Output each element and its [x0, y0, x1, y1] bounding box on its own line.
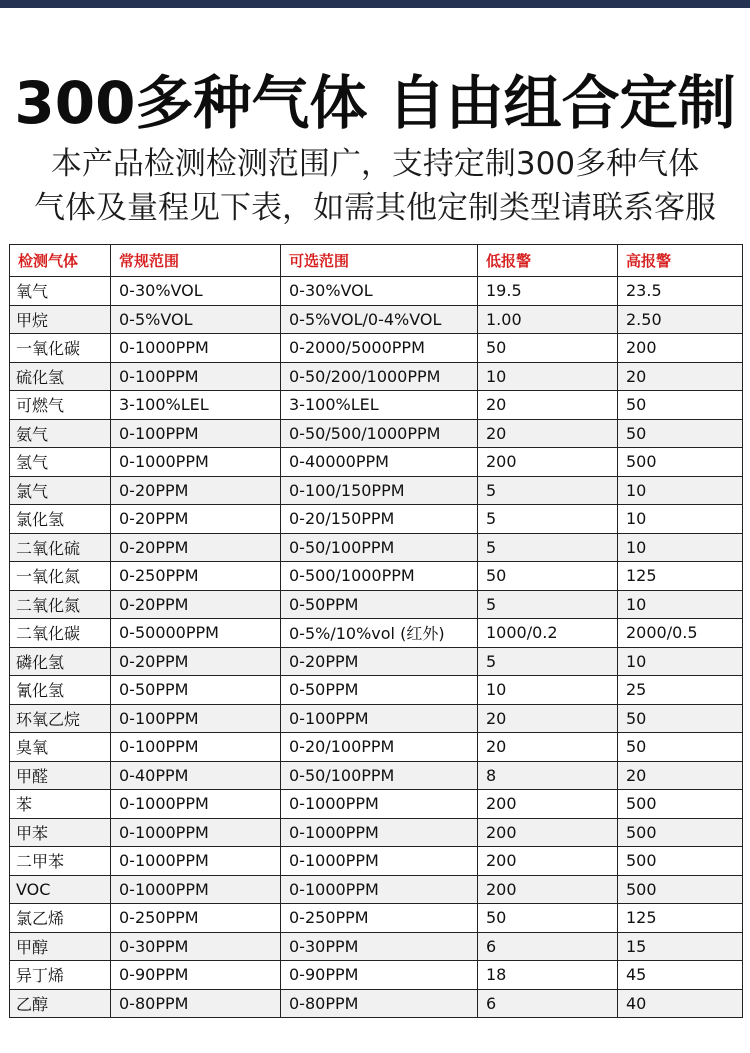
cell-gas: 二氧化碳 — [10, 619, 111, 648]
cell-optional-range: 0-50/100PPM — [281, 533, 478, 562]
cell-optional-range: 0-50/200/1000PPM — [281, 362, 478, 391]
cell-high-alarm: 20 — [618, 761, 743, 790]
cell-high-alarm: 50 — [618, 733, 743, 762]
cell-standard-range: 0-1000PPM — [111, 818, 281, 847]
cell-gas: 氯化氢 — [10, 505, 111, 534]
cell-optional-range: 0-5%/10%vol (红外) — [281, 619, 478, 648]
cell-optional-range: 0-1000PPM — [281, 847, 478, 876]
header-optional-range: 可选范围 — [281, 245, 478, 277]
table-row — [10, 961, 743, 990]
table-row — [10, 505, 743, 534]
cell-high-alarm: 500 — [618, 875, 743, 904]
cell-standard-range: 0-20PPM — [111, 647, 281, 676]
table-row — [10, 277, 743, 306]
gas-range-table — [9, 244, 742, 1018]
cell-high-alarm: 20 — [618, 362, 743, 391]
cell-high-alarm: 500 — [618, 818, 743, 847]
cell-high-alarm: 50 — [618, 704, 743, 733]
cell-optional-range: 0-50/100PPM — [281, 761, 478, 790]
table-row — [10, 448, 743, 477]
cell-high-alarm: 10 — [618, 533, 743, 562]
cell-gas: 臭氧 — [10, 733, 111, 762]
table-row — [10, 533, 743, 562]
cell-standard-range: 0-50PPM — [111, 676, 281, 705]
cell-low-alarm: 200 — [478, 818, 618, 847]
cell-optional-range: 0-1000PPM — [281, 818, 478, 847]
header-standard-range: 常规范围 — [111, 245, 281, 277]
cell-standard-range: 0-1000PPM — [111, 790, 281, 819]
cell-low-alarm: 10 — [478, 362, 618, 391]
cell-low-alarm: 200 — [478, 875, 618, 904]
cell-high-alarm: 125 — [618, 562, 743, 591]
cell-standard-range: 0-30PPM — [111, 932, 281, 961]
cell-optional-range: 0-40000PPM — [281, 448, 478, 477]
cell-gas: 甲醛 — [10, 761, 111, 790]
cell-standard-range: 0-20PPM — [111, 590, 281, 619]
table-header-row — [10, 245, 743, 277]
cell-standard-range: 0-20PPM — [111, 505, 281, 534]
top-bar — [0, 0, 750, 8]
cell-low-alarm: 20 — [478, 733, 618, 762]
cell-high-alarm: 50 — [618, 391, 743, 420]
cell-standard-range: 0-1000PPM — [111, 847, 281, 876]
cell-low-alarm: 5 — [478, 533, 618, 562]
cell-optional-range: 0-5%VOL/0-4%VOL — [281, 305, 478, 334]
cell-standard-range: 0-1000PPM — [111, 334, 281, 363]
cell-low-alarm: 18 — [478, 961, 618, 990]
cell-gas: 氯气 — [10, 476, 111, 505]
cell-high-alarm: 10 — [618, 590, 743, 619]
cell-low-alarm: 20 — [478, 391, 618, 420]
table-row — [10, 790, 743, 819]
cell-optional-range: 0-50/500/1000PPM — [281, 419, 478, 448]
table-row — [10, 619, 743, 648]
cell-gas: 氯乙烯 — [10, 904, 111, 933]
cell-optional-range: 0-30%VOL — [281, 277, 478, 306]
cell-standard-range: 0-1000PPM — [111, 448, 281, 477]
cell-high-alarm: 50 — [618, 419, 743, 448]
table-row — [10, 932, 743, 961]
table-row — [10, 391, 743, 420]
cell-high-alarm: 10 — [618, 647, 743, 676]
cell-gas: 二氧化氮 — [10, 590, 111, 619]
cell-standard-range: 0-20PPM — [111, 533, 281, 562]
page-title: 300多种气体 自由组合定制 — [14, 69, 736, 137]
table-row — [10, 362, 743, 391]
cell-low-alarm: 5 — [478, 590, 618, 619]
cell-standard-range: 0-5%VOL — [111, 305, 281, 334]
cell-gas: 异丁烯 — [10, 961, 111, 990]
cell-gas: 一氧化氮 — [10, 562, 111, 591]
cell-low-alarm: 50 — [478, 562, 618, 591]
cell-optional-range: 0-20/100PPM — [281, 733, 478, 762]
cell-optional-range: 0-20/150PPM — [281, 505, 478, 534]
cell-gas: 环氧乙烷 — [10, 704, 111, 733]
cell-low-alarm: 50 — [478, 904, 618, 933]
cell-low-alarm: 200 — [478, 847, 618, 876]
table-row — [10, 989, 743, 1018]
table-row — [10, 875, 743, 904]
cell-high-alarm: 10 — [618, 505, 743, 534]
cell-high-alarm: 23.5 — [618, 277, 743, 306]
table-row — [10, 847, 743, 876]
table-row — [10, 733, 743, 762]
cell-standard-range: 0-40PPM — [111, 761, 281, 790]
cell-high-alarm: 125 — [618, 904, 743, 933]
cell-high-alarm: 15 — [618, 932, 743, 961]
table-row — [10, 476, 743, 505]
table-row — [10, 704, 743, 733]
cell-optional-range: 3-100%LEL — [281, 391, 478, 420]
cell-optional-range: 0-50PPM — [281, 676, 478, 705]
cell-low-alarm: 20 — [478, 704, 618, 733]
cell-gas: 氰化氢 — [10, 676, 111, 705]
header-high-alarm: 高报警 — [618, 245, 743, 277]
table-row — [10, 419, 743, 448]
cell-low-alarm: 5 — [478, 647, 618, 676]
table-row — [10, 562, 743, 591]
cell-gas: VOC — [10, 875, 111, 904]
cell-optional-range: 0-100/150PPM — [281, 476, 478, 505]
cell-low-alarm: 1000/0.2 — [478, 619, 618, 648]
cell-standard-range: 0-20PPM — [111, 476, 281, 505]
header-low-alarm: 低报警 — [478, 245, 618, 277]
cell-gas: 可燃气 — [10, 391, 111, 420]
cell-high-alarm: 500 — [618, 847, 743, 876]
cell-standard-range: 0-90PPM — [111, 961, 281, 990]
cell-low-alarm: 5 — [478, 505, 618, 534]
cell-optional-range: 0-100PPM — [281, 704, 478, 733]
subtitle-line-2: 气体及量程见下表，如需其他定制类型请联系客服 — [34, 190, 716, 226]
table-row — [10, 904, 743, 933]
cell-low-alarm: 5 — [478, 476, 618, 505]
cell-low-alarm: 1.00 — [478, 305, 618, 334]
cell-low-alarm: 8 — [478, 761, 618, 790]
cell-gas: 甲烷 — [10, 305, 111, 334]
cell-optional-range: 0-30PPM — [281, 932, 478, 961]
cell-gas: 一氧化碳 — [10, 334, 111, 363]
table-row — [10, 305, 743, 334]
cell-optional-range: 0-80PPM — [281, 989, 478, 1018]
cell-gas: 甲醇 — [10, 932, 111, 961]
cell-gas: 磷化氢 — [10, 647, 111, 676]
cell-gas: 二氧化硫 — [10, 533, 111, 562]
cell-high-alarm: 500 — [618, 448, 743, 477]
table-body — [10, 277, 743, 1018]
header-gas: 检测气体 — [10, 245, 111, 277]
cell-optional-range: 0-250PPM — [281, 904, 478, 933]
cell-standard-range: 0-250PPM — [111, 904, 281, 933]
cell-standard-range: 0-1000PPM — [111, 875, 281, 904]
subtitle-line-1: 本产品检测检测范围广，支持定制300多种气体 — [50, 146, 700, 182]
cell-standard-range: 3-100%LEL — [111, 391, 281, 420]
cell-high-alarm: 40 — [618, 989, 743, 1018]
cell-standard-range: 0-30%VOL — [111, 277, 281, 306]
cell-high-alarm: 2000/0.5 — [618, 619, 743, 648]
table-row — [10, 647, 743, 676]
cell-high-alarm: 45 — [618, 961, 743, 990]
table-row — [10, 590, 743, 619]
cell-standard-range: 0-50000PPM — [111, 619, 281, 648]
cell-high-alarm: 200 — [618, 334, 743, 363]
cell-standard-range: 0-100PPM — [111, 704, 281, 733]
cell-gas: 甲苯 — [10, 818, 111, 847]
cell-optional-range: 0-50PPM — [281, 590, 478, 619]
cell-gas: 苯 — [10, 790, 111, 819]
table-row — [10, 818, 743, 847]
cell-optional-range: 0-2000/5000PPM — [281, 334, 478, 363]
cell-gas: 氧气 — [10, 277, 111, 306]
table-row — [10, 334, 743, 363]
cell-optional-range: 0-20PPM — [281, 647, 478, 676]
cell-low-alarm: 10 — [478, 676, 618, 705]
cell-standard-range: 0-100PPM — [111, 733, 281, 762]
cell-gas: 氨气 — [10, 419, 111, 448]
cell-gas: 乙醇 — [10, 989, 111, 1018]
cell-standard-range: 0-80PPM — [111, 989, 281, 1018]
cell-standard-range: 0-100PPM — [111, 419, 281, 448]
cell-low-alarm: 200 — [478, 448, 618, 477]
cell-high-alarm: 2.50 — [618, 305, 743, 334]
cell-high-alarm: 25 — [618, 676, 743, 705]
cell-optional-range: 0-1000PPM — [281, 790, 478, 819]
cell-gas: 二甲苯 — [10, 847, 111, 876]
cell-low-alarm: 6 — [478, 989, 618, 1018]
cell-gas: 硫化氢 — [10, 362, 111, 391]
cell-standard-range: 0-100PPM — [111, 362, 281, 391]
cell-standard-range: 0-250PPM — [111, 562, 281, 591]
table-row — [10, 761, 743, 790]
cell-low-alarm: 50 — [478, 334, 618, 363]
cell-optional-range: 0-90PPM — [281, 961, 478, 990]
cell-high-alarm: 10 — [618, 476, 743, 505]
table-row — [10, 676, 743, 705]
cell-low-alarm: 200 — [478, 790, 618, 819]
cell-low-alarm: 6 — [478, 932, 618, 961]
cell-low-alarm: 20 — [478, 419, 618, 448]
cell-gas: 氢气 — [10, 448, 111, 477]
cell-optional-range: 0-500/1000PPM — [281, 562, 478, 591]
cell-optional-range: 0-1000PPM — [281, 875, 478, 904]
cell-high-alarm: 500 — [618, 790, 743, 819]
cell-low-alarm: 19.5 — [478, 277, 618, 306]
